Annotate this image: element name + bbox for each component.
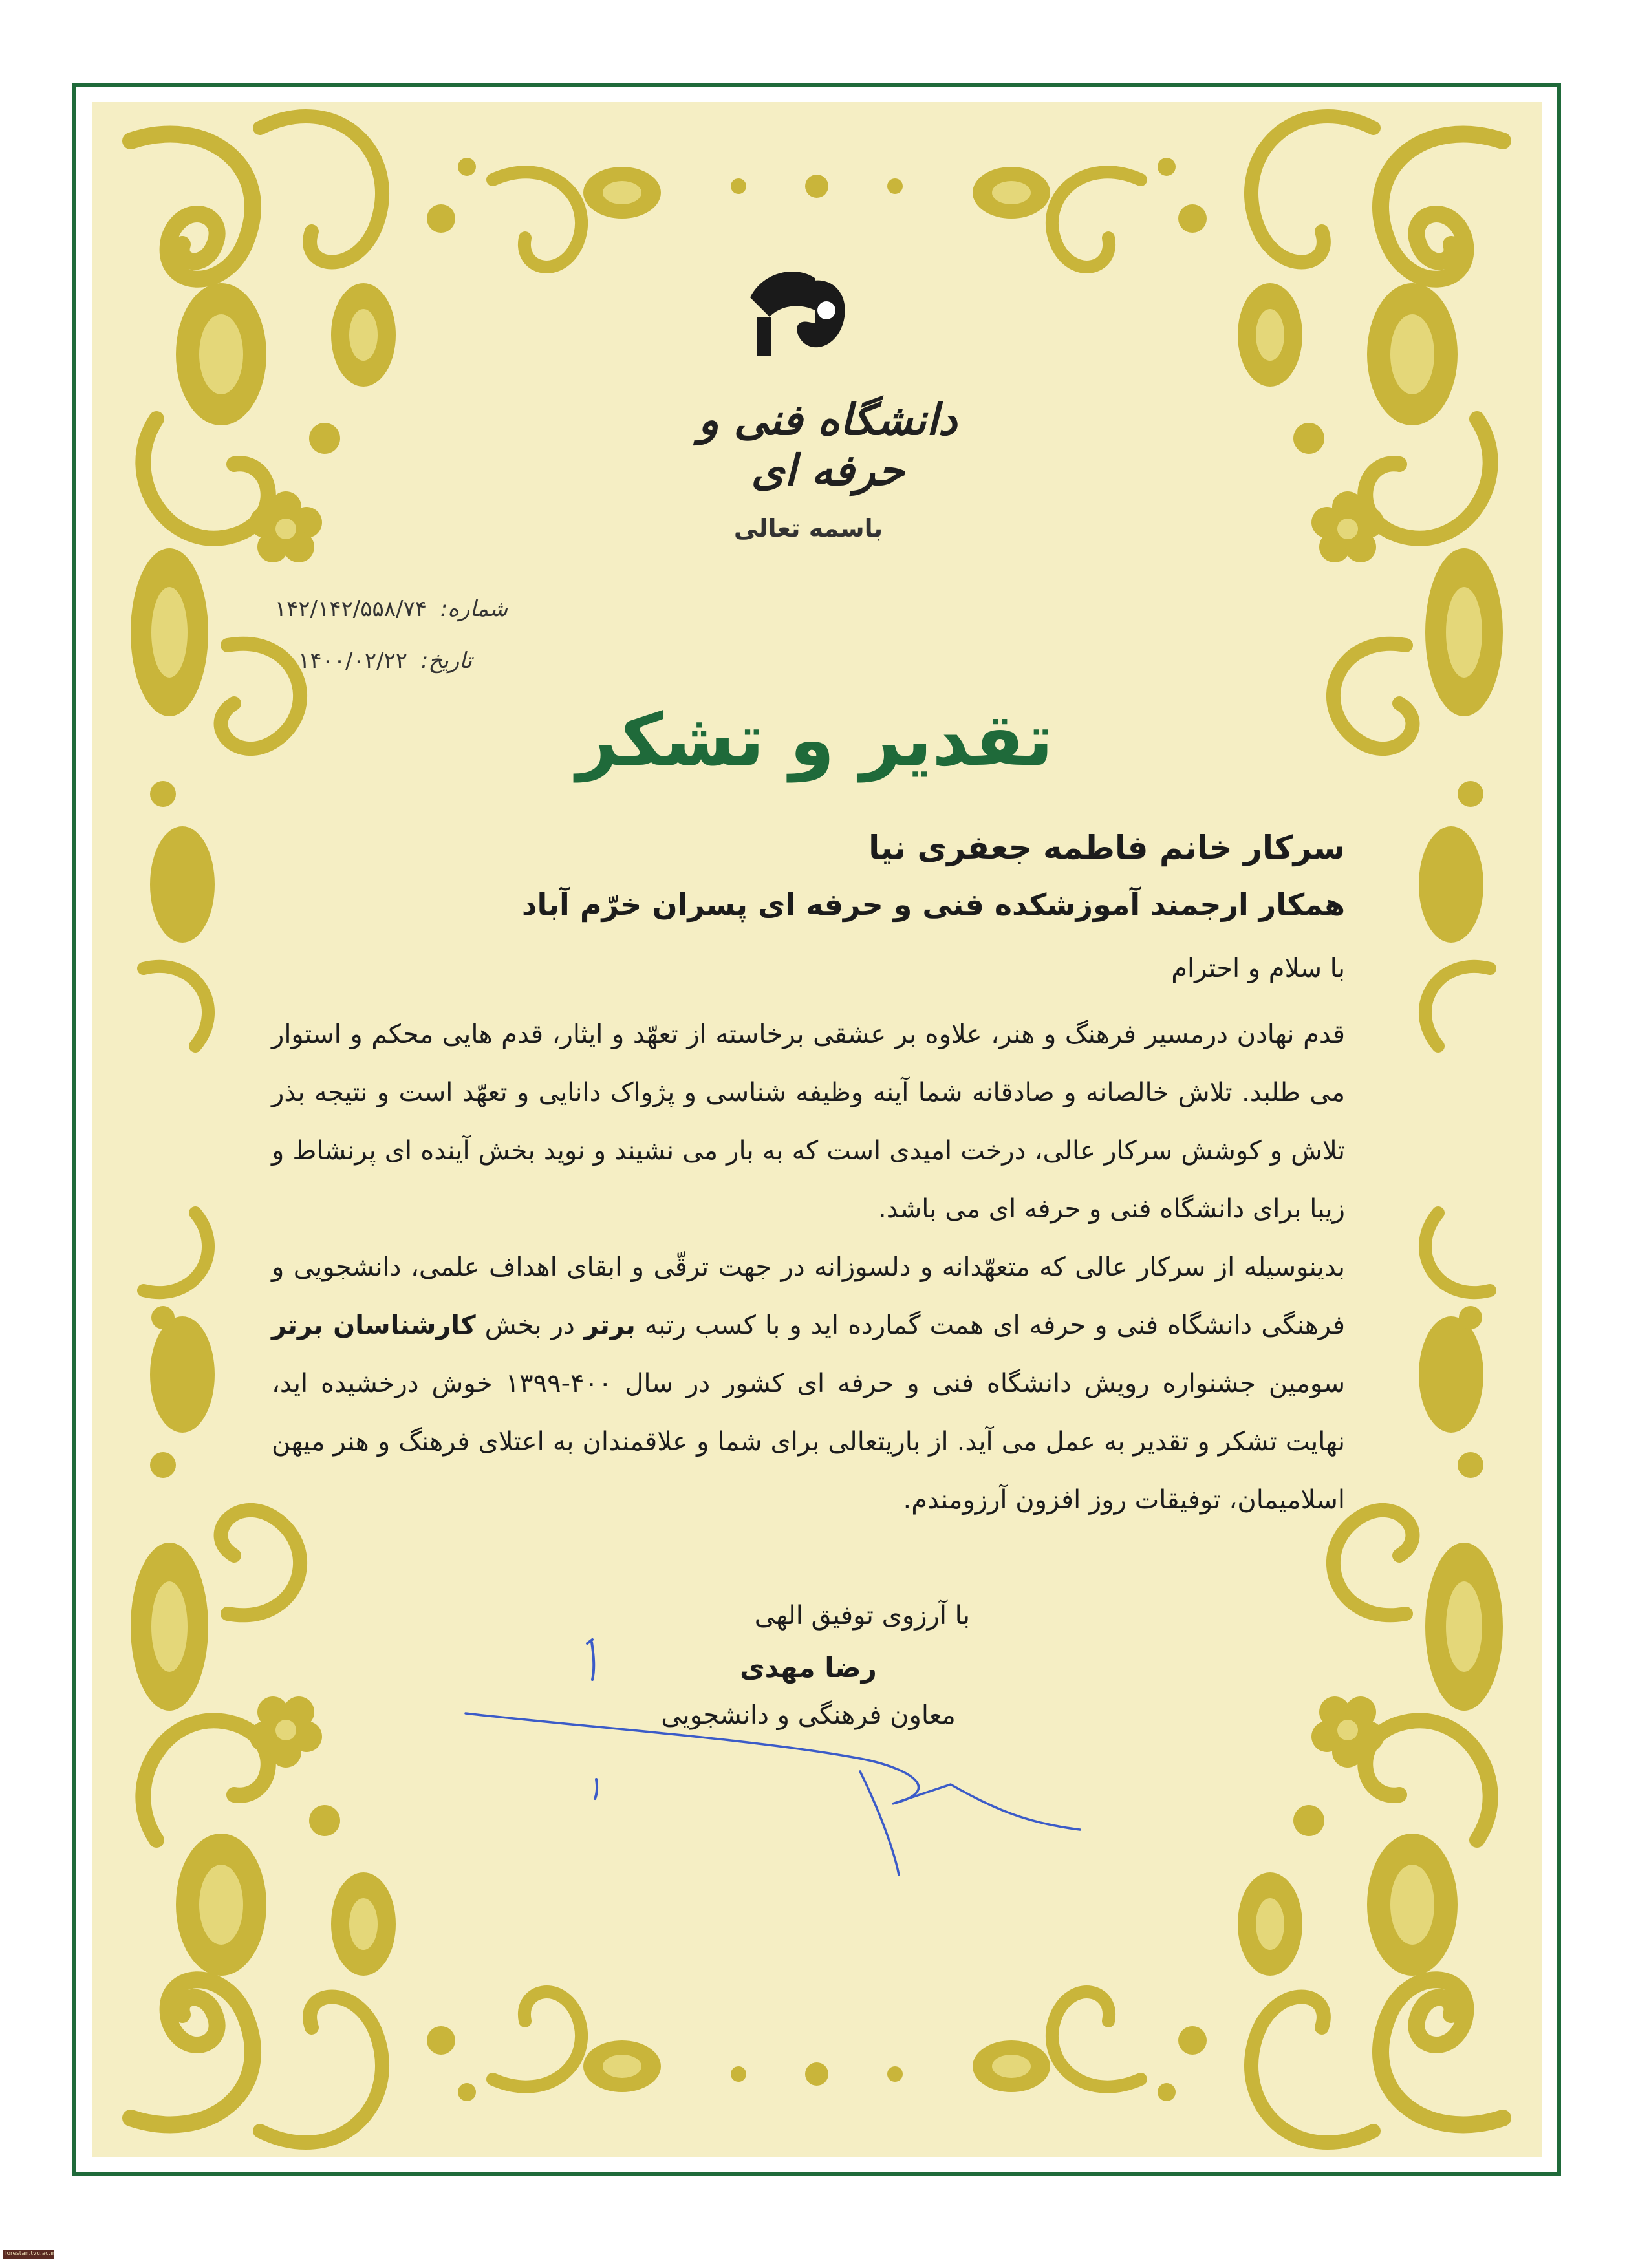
signatory-title: معاون فرهنگی و دانشجویی (661, 1700, 956, 1730)
corner-watermark-text: lorestan.tvu.ac.ir (5, 2251, 55, 2257)
letter-date-value: ۱۴۰۰/۰۲/۲۲ (298, 648, 408, 674)
rank-emphasis: برتر (583, 1311, 636, 1340)
paragraph-2-text-1: بدینوسیله از سرکار عالی که متعهّدانه و دلسوزانه در جهت ترقّی و ابقای اهداف علمی، دانشجویی و فرهنگی دانشگاه فنی و حرفه ای همت گمارده اید و با کسب رتبه (272, 1252, 1345, 1340)
university-logo-icon (737, 259, 854, 362)
letter-number-row (275, 596, 508, 622)
recipient-role: همکار ارجمند آموزشکده فنی و حرفه ای پسران خرّم آباد (521, 887, 1345, 922)
recipient-name: سرکار خانم فاطمه جعفری نیا (868, 829, 1345, 866)
university-name: دانشگاه فنی و حرفه ای (698, 394, 958, 495)
letter-number-label: شماره: (440, 596, 508, 622)
closing-wish: با آرزوی توفیق الهی (754, 1601, 970, 1631)
letter-date-row (298, 648, 472, 674)
body-paragraph-2 (272, 1238, 1345, 1529)
letter-date-label: تاریخ: (420, 648, 472, 674)
paragraph-2-text-2: در بخش (475, 1311, 584, 1340)
category-emphasis: کارشناسان برتر (272, 1311, 476, 1340)
body-paragraph-1: قدم نهادن درمسیر فرهنگ و هنر، علاوه بر عشقی برخاسته از تعهّد و ایثار، قدم هایی محکم و استوار می طلبد. تلاش خالصانه و صادقانه شما آینه وظیفه شناسی و پژواک دانایی و تعهّد است و نتیجه بذر تلاش و کوشش سرکار عالی، درخت امیدی است که به بار می نشیند و نوید بخش آینده ای پرنشاط و زیبا برای دانشگاه فنی و حرفه ای می باشد. (272, 1020, 1345, 1224)
certificate-title: تقدیر و تشکر (576, 698, 1053, 782)
invocation: باسمه تعالی (733, 514, 883, 542)
signatory-name: رضا مهدی (740, 1652, 877, 1684)
letter-number-value: ۱۴۲/۱۴۲/۵۵۸/۷۴ (274, 596, 427, 622)
paragraph-2-text-3: سومین جشنواره رویش دانشگاه فنی و حرفه ای کشور در سال ۴۰۰-۱۳۹۹ خوش درخشیده اید، نهایت تشکر و تقدیر به عمل می آید. از باریتعالی برای شما و علاقمندان به اعتلای فرهنگ و هنر میهن اسلامیمان، توفیقات روز افزون آرزومندم. (272, 1369, 1345, 1515)
greeting: با سلام و احترام (1171, 954, 1345, 983)
handwritten-signature (446, 1629, 1093, 1888)
